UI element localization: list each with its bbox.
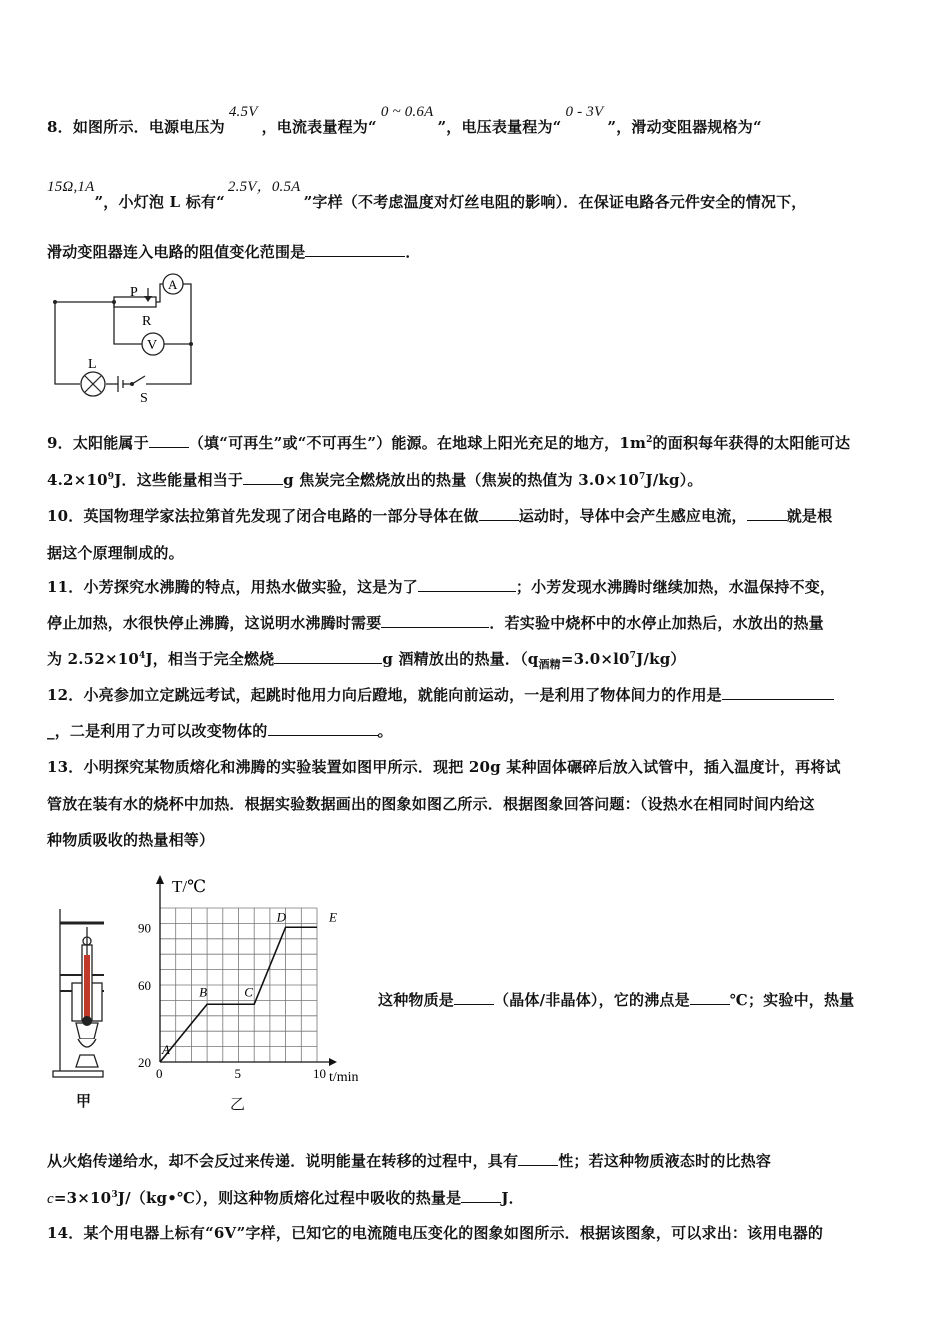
q10-line2 — [47, 542, 184, 563]
q11-text-1: 11．小芳探究水沸腾的特点，用热水做实验，这是为了 — [47, 578, 418, 596]
point-label: E — [329, 909, 337, 925]
q12-blank-2[interactable] — [268, 721, 378, 736]
q9-line2 — [47, 469, 703, 490]
q9-blank-2[interactable] — [243, 470, 283, 485]
x-tick-label: 10 — [313, 1066, 326, 1081]
q13-text-2: 管放在装有水的烧杯中加热．根据实验数据画出的图象如图乙所示．根据图象回答问题：（设热水在相同时间内给这 — [47, 795, 815, 813]
y-tick-label: 20 — [138, 1055, 151, 1070]
q12-blank-1[interactable] — [722, 685, 834, 700]
q13-line5 — [47, 1187, 524, 1208]
q13-text-6: c — [47, 1191, 54, 1207]
q8-rheostat-spec: 15Ω,1A — [47, 179, 95, 195]
q9-line1 — [47, 432, 850, 453]
x-tick-label: 0 — [156, 1066, 163, 1081]
y-tick-label: 60 — [138, 978, 151, 993]
figure-label-jia: 甲 — [76, 1092, 92, 1110]
q11-text-7: g 酒精放出的热量．（q — [382, 650, 539, 668]
q8-text-1: 如图所示．电源电压为 — [72, 118, 225, 136]
q11-text-5: 为 2.52×10 — [47, 650, 139, 668]
q13-text-5: 性；若这种物质液态时的比热容 — [558, 1152, 772, 1170]
q14-text-1: 14．某个用电器上标有“6V”字样，已知它的电流随电压变化的图象如图所示．根据该图象，可以求出：该用电器的 — [47, 1224, 824, 1242]
q12-text-1: 12．小亮参加立定跳远考试，起跳时他用力向后蹬地，就能向前运动，一是利用了物体间力的作用是 — [47, 686, 722, 704]
q8-voltmeter-range: 0 - 3V — [565, 104, 604, 120]
q8-line1 — [47, 104, 762, 137]
label-s: S — [140, 391, 148, 404]
q8-text-6: ”字样（不考虑温度对灯丝电阻的影响）．在保证电路各元件安全的情况下， — [303, 193, 807, 211]
q9-text-3: 的面积每年获得的太阳能可达 — [652, 434, 851, 452]
q13-side-text-3: ℃；实验中，热量 — [729, 991, 855, 1009]
q13-line4 — [47, 1150, 771, 1171]
q9-text-6: g 焦炭完全燃烧放出的热量（焦炭的热值为 3.0×10 — [283, 471, 639, 489]
q8-ammeter-range: 0 ~ 0.6A — [380, 104, 434, 120]
q12-text-2: _，二是利用了力可以改变物体的 — [47, 722, 268, 740]
q8-text-2: ，电流表量程为“ — [261, 118, 377, 136]
q8-number: 8． — [47, 118, 73, 136]
q13-side-text-1: 这种物质是 — [378, 991, 455, 1009]
y-axis-arrow — [156, 875, 164, 884]
q12-line2 — [47, 720, 393, 741]
x-axis-label: t/min — [329, 1070, 359, 1085]
apparatus-figure — [50, 905, 110, 1085]
q13-blank-2[interactable] — [690, 990, 730, 1005]
q11-text-4: ．若实验中烧杯中的水停止加热后，水放出的热量 — [489, 614, 824, 632]
q8-text-4: ”，滑动变阻器规格为“ — [607, 118, 762, 136]
q13-blank-1[interactable] — [454, 990, 494, 1005]
point-label: C — [244, 984, 253, 1000]
q9-sup-1: 2 — [646, 435, 653, 445]
q12-text-3: 。 — [377, 722, 393, 740]
q13-sup-1: 3 — [111, 1190, 118, 1200]
q13-text-9: J． — [501, 1189, 524, 1207]
y-tick-label: 90 — [138, 920, 151, 936]
x-axis-arrow — [329, 1058, 337, 1066]
q11-text-9: J/kg） — [636, 650, 686, 668]
q13-text-3: 种物质吸收的热量相等） — [47, 831, 215, 849]
q8-line3 — [47, 241, 421, 262]
q10-text-2: 运动时，导体中会产生感应电流， — [518, 507, 747, 525]
q11-text-8: =3.0×l0 — [560, 650, 630, 668]
q9-text-2: （填“可再生”或“不可再生”）能源。在地球上阳光充足的地方，1m — [188, 434, 647, 452]
q9-text-7: J/kg）。 — [645, 471, 703, 489]
q9-text-1: 9．太阳能属于 — [47, 434, 149, 452]
q10-text-3: 就是根 — [786, 507, 833, 525]
label-a: A — [168, 277, 178, 292]
q13-text-7: =3×10 — [53, 1189, 112, 1207]
q13-line2 — [47, 793, 815, 814]
q11-line2 — [47, 612, 824, 633]
q13-side-line — [378, 989, 854, 1010]
q11-blank-2[interactable] — [381, 613, 489, 628]
label-v: V — [147, 338, 158, 353]
q13-blank-4[interactable] — [461, 1188, 501, 1203]
q11-text-6: J，相当于完全燃烧 — [145, 650, 275, 668]
y-axis-label: T/℃ — [172, 877, 207, 896]
label-r: R — [142, 314, 152, 329]
q10-text-4: 据这个原理制成的。 — [47, 544, 184, 562]
q8-voltage: 4.5V — [228, 104, 258, 120]
q11-sup-1: 4 — [139, 651, 146, 661]
q13-text-8: J/（kg•℃），则这种物质熔化过程中吸收的热量是 — [117, 1189, 462, 1207]
label-l: L — [88, 357, 97, 372]
q8-bulb-spec: 2.5V，0.5A — [227, 179, 301, 195]
q8-text-3: ”，电压表量程为“ — [437, 118, 562, 136]
q9-text-4: 4.2×10 — [47, 471, 108, 489]
q13-line1 — [47, 756, 841, 777]
q8-text-7-end: ． — [405, 243, 421, 261]
q8-answer-blank[interactable] — [305, 242, 405, 257]
q10-text-1: 10．英国物理学家法拉第首先发现了闭合电路的一部分导体在做 — [47, 507, 479, 525]
q10-blank-1[interactable] — [479, 506, 519, 521]
label-p: P — [130, 285, 138, 300]
temperature-time-chart — [125, 870, 375, 1095]
circuit-diagram — [50, 272, 200, 404]
q9-text-5: J．这些能量相当于 — [114, 471, 244, 489]
q11-line1 — [47, 576, 835, 597]
q11-blank-1[interactable] — [418, 577, 516, 592]
q9-blank-1[interactable] — [149, 433, 189, 448]
q10-line1 — [47, 505, 832, 526]
q9-sup-2: 9 — [107, 472, 115, 482]
point-label: D — [276, 909, 286, 925]
q10-blank-2[interactable] — [747, 506, 787, 521]
q14-line1 — [47, 1222, 823, 1243]
point-label: B — [199, 984, 208, 1000]
figure-label-yi: 乙 — [230, 1095, 246, 1113]
x-tick-label: 5 — [234, 1066, 241, 1081]
q11-text-2: ；小芳发现水沸腾时继续加热，水温保持不变， — [515, 578, 836, 596]
q8-text-7: 滑动变阻器连入电路的阻值变化范围是 — [47, 243, 306, 261]
test-tube-fill — [84, 955, 90, 1017]
q13-line3 — [47, 829, 214, 850]
q12-line1 — [47, 684, 834, 705]
q11-text-3: 停止加热，水很快停止沸腾，这说明水沸腾时需要 — [47, 614, 382, 632]
q11-line3 — [47, 648, 686, 672]
q11-blank-3[interactable] — [274, 649, 382, 664]
q13-text-4: 从火焰传递给水，却不会反过来传递．说明能量在转移的过程中，具有 — [47, 1152, 519, 1170]
q13-side-text-2: （晶体/非晶体），它的沸点是 — [494, 991, 690, 1009]
q13-text-1: 13．小明探究某物质熔化和沸腾的实验装置如图甲所示．现把 20g 某种固体碾碎后放入试管中，插入温度计，再将试 — [47, 758, 841, 776]
q11-sup-2: 7 — [629, 651, 637, 661]
q13-blank-3[interactable] — [518, 1151, 558, 1166]
lamp-symbol — [81, 372, 105, 396]
q9-sup-3: 7 — [639, 472, 646, 482]
q8-text-5: ”，小灯泡 L 标有“ — [94, 193, 225, 211]
q8-line2 — [47, 179, 807, 212]
point-label: A — [162, 1042, 170, 1057]
q11-sub-1: 酒精 — [538, 658, 561, 671]
